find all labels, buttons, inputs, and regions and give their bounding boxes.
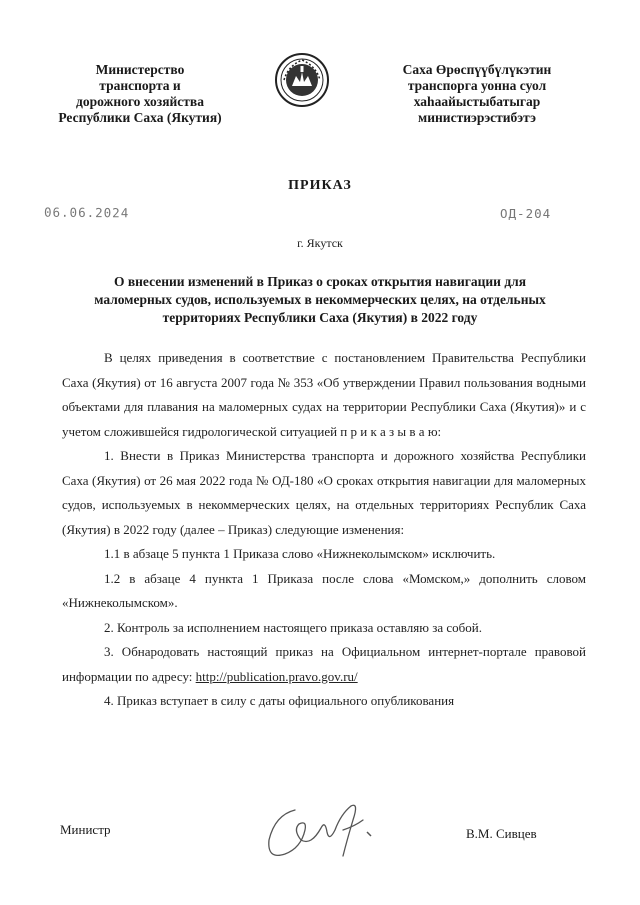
item-1-paragraph: 1. Внести в Приказ Министерства транспорта и дорожного хозяйства Республики Саха (Якутия) от 26 мая 2022 года № ОД-180 «О сроках открытия навигации для маломерных судов, используемых в некоммерческих целях, на отдельных территориях Республик Саха (Якутия) в 2022 году (далее – Приказ) следующие изменения: bbox=[62, 448, 586, 537]
org-line: транспорта и bbox=[99, 78, 181, 93]
document-title: ПРИКАЗ bbox=[288, 178, 352, 193]
subject-line: маломерных судов, используемых в некоммерческих целях, на отдельных bbox=[94, 292, 546, 307]
org-line: Саха Өрөспүүбүлүкэтин bbox=[402, 62, 552, 77]
item-4-paragraph: 4. Приказ вступает в силу с даты официального опубликования bbox=[104, 693, 455, 708]
org-line: министиэрэстибэтэ bbox=[418, 110, 536, 125]
org-line: Министерство bbox=[95, 62, 185, 77]
subject-line: О внесении изменений в Приказ о сроках открытия навигации для bbox=[113, 274, 527, 289]
document-number: ОД-204 bbox=[500, 206, 552, 221]
document-subject bbox=[60, 273, 580, 327]
org-name-sakha bbox=[372, 62, 582, 126]
item-3-text: 3. Обнародовать настоящий приказ на Официальном интернет-портале правовой информации по адресу: bbox=[62, 644, 586, 684]
org-name-russian bbox=[40, 62, 240, 126]
subject-line: территориях Республики Саха (Якутия) в 2022 году bbox=[162, 310, 478, 325]
document-city: г. Якутск bbox=[297, 236, 343, 250]
signature-block bbox=[0, 790, 640, 880]
item-1-1-paragraph: 1.1 в абзаце 5 пункта 1 Приказа слово «Нижнеколымском» исключить. bbox=[104, 546, 496, 561]
org-line: транспорга уонна суол bbox=[407, 78, 547, 93]
preamble-paragraph: В целях приведения в соответствие с постановлением Правительства Республики Саха (Якутия) от 16 августа 2007 года № 353 «Об утверждении Правил пользования водными объектами для плавания на маломерных судах на территории Республики Саха (Якутия)» и с учетом сложившейся гидрологической ситуацией п р и к а з ы в а ю: bbox=[62, 350, 586, 439]
publication-portal-link[interactable]: http://publication.pravo.gov.ru/ bbox=[195, 668, 358, 684]
item-2-paragraph: 2. Контроль за исполнением настоящего приказа оставляю за собой. bbox=[104, 619, 482, 635]
signer-position: Министр bbox=[60, 822, 111, 837]
coat-of-arms-icon bbox=[274, 52, 330, 108]
item-3-paragraph bbox=[62, 640, 586, 689]
org-line: хаһаайыстыбатыгар bbox=[413, 94, 541, 109]
document-date: 06.06.2024 bbox=[43, 204, 130, 221]
handwritten-signature bbox=[255, 790, 415, 870]
org-line: дорожного хозяйства bbox=[76, 94, 204, 109]
document-body bbox=[62, 346, 586, 714]
org-line: Республики Саха (Якутия) bbox=[58, 110, 222, 125]
signer-name: В.М. Сивцев bbox=[466, 826, 537, 841]
item-1-2-paragraph: 1.2 в абзаце 4 пункта 1 Приказа после слова «Момском,» дополнить словом «Нижнеколымском». bbox=[62, 570, 586, 610]
